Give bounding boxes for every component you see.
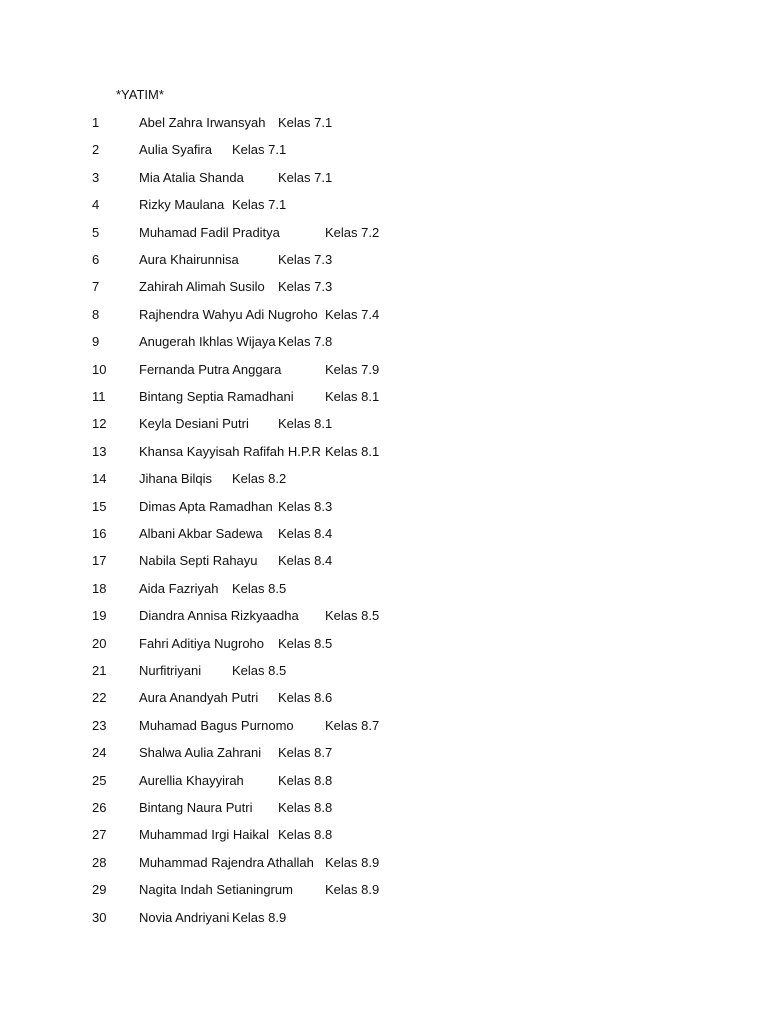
row-number: 20: [92, 635, 107, 651]
list-item: [0, 581, 768, 597]
student-name: Fahri Aditiya Nugroho: [139, 635, 265, 651]
list-item: [0, 690, 768, 706]
row-number: 25: [92, 772, 107, 788]
student-class: Kelas 8.3: [278, 498, 333, 514]
student-class: Kelas 7.4: [325, 306, 380, 322]
row-number: 30: [92, 909, 107, 925]
list-item: [0, 745, 768, 761]
student-class: Kelas 8.6: [278, 690, 333, 706]
student-class: Kelas 8.9: [232, 909, 287, 925]
student-class: Kelas 8.9: [325, 854, 380, 870]
student-class: Kelas 8.1: [325, 443, 380, 459]
student-class: Kelas 7.8: [278, 334, 333, 350]
student-name: Nabila Septi Rahayu: [139, 553, 258, 569]
row-number: 2: [92, 142, 100, 158]
list-item: [0, 225, 768, 241]
row-number: 6: [92, 252, 100, 267]
student-name: Shalwa Aulia Zahrani: [139, 745, 262, 761]
list-item: [0, 197, 768, 213]
student-name: Muhamad Fadil Praditya: [139, 224, 280, 240]
row-number: 26: [92, 800, 107, 815]
row-number: 7: [92, 279, 100, 295]
list-item: [0, 526, 768, 542]
student-class: Kelas 8.1: [278, 416, 333, 432]
row-number: 5: [92, 224, 100, 240]
student-class: Kelas 8.5: [232, 663, 287, 678]
row-number: 18: [92, 580, 107, 596]
student-name: Rizky Maulana: [139, 197, 225, 213]
list-item: [0, 389, 768, 405]
student-name: Bintang Naura Putri: [139, 800, 253, 815]
list-item: [0, 718, 768, 734]
row-number: 21: [92, 663, 107, 678]
student-class: Kelas 7.1: [232, 197, 287, 213]
list-item: [0, 800, 768, 816]
student-class: Kelas 8.4: [278, 553, 333, 569]
row-number: 27: [92, 827, 107, 843]
row-number: 16: [92, 526, 107, 541]
list-item: [0, 362, 768, 378]
list-item: [0, 553, 768, 569]
row-number: 11: [92, 389, 106, 404]
student-name: Mia Atalia Shanda: [139, 169, 244, 185]
student-name: Abel Zahra Irwansyah: [139, 115, 266, 130]
list-item: [0, 170, 768, 186]
student-class: Kelas 8.8: [278, 827, 333, 843]
student-name: Aulia Syafira: [139, 142, 212, 158]
row-number: 29: [92, 882, 107, 898]
list-item: [0, 855, 768, 871]
student-name: Anugerah Ikhlas Wijaya: [139, 334, 276, 350]
student-name: Aida Fazriyah: [139, 580, 219, 596]
row-number: 12: [92, 416, 107, 432]
row-number: 4: [92, 197, 100, 213]
student-name: Zahirah Alimah Susilo: [139, 279, 265, 295]
student-name: Albani Akbar Sadewa: [139, 526, 263, 541]
row-number: 24: [92, 745, 107, 761]
list-item: [0, 252, 768, 268]
student-class: Kelas 8.5: [278, 635, 333, 651]
row-number: 3: [92, 169, 100, 185]
list-item: [0, 499, 768, 515]
row-number: 9: [92, 334, 100, 350]
row-number: 19: [92, 608, 107, 624]
page-title: *YATIM*: [116, 87, 164, 102]
student-name: Rajhendra Wahyu Adi Nugroho: [139, 306, 318, 322]
student-class: Kelas 7.1: [232, 142, 287, 158]
student-class: Kelas 8.5: [325, 608, 380, 624]
row-number: 22: [92, 690, 107, 706]
list-item: [0, 773, 768, 789]
student-name: Aura Anandyah Putri: [139, 690, 259, 706]
row-number: 28: [92, 854, 107, 870]
row-number: 10: [92, 361, 107, 377]
student-name: Muhamad Bagus Purnomo: [139, 717, 294, 733]
student-class: Kelas 7.3: [278, 279, 333, 295]
row-number: 17: [92, 553, 107, 569]
student-class: Kelas 7.2: [325, 224, 380, 240]
list-item: [0, 663, 768, 679]
list-item: [0, 910, 768, 926]
student-name: Nurfitriyani: [139, 663, 202, 678]
row-number: 14: [92, 471, 107, 487]
list-item: [0, 142, 768, 158]
list-item: [0, 444, 768, 460]
row-number: 13: [92, 443, 107, 459]
student-class: Kelas 7.3: [278, 252, 333, 267]
list-item: [0, 827, 768, 843]
student-name: Novia Andriyani: [139, 909, 230, 925]
student-class: Kelas 8.8: [278, 800, 333, 815]
student-name: Keyla Desiani Putri: [139, 416, 249, 432]
student-name: Diandra Annisa Rizkyaadha: [139, 608, 299, 624]
row-number: 15: [92, 498, 107, 514]
student-name: Aurellia Khayyirah: [139, 772, 244, 788]
list-item: [0, 471, 768, 487]
list-item: [0, 307, 768, 323]
student-class: Kelas 7.1: [278, 169, 333, 185]
list-item: [0, 279, 768, 295]
list-item: [0, 882, 768, 898]
student-name: Dimas Apta Ramadhan: [139, 498, 273, 514]
student-class: Kelas 8.5: [232, 580, 287, 596]
student-class: Kelas 8.8: [278, 772, 333, 788]
student-class: Kelas 8.7: [278, 745, 333, 761]
row-number: 1: [92, 115, 100, 130]
list-item: [0, 334, 768, 350]
list-item: [0, 608, 768, 624]
student-name: Fernanda Putra Anggara: [139, 361, 282, 377]
student-name: Muhammad Irgi Haikal: [139, 827, 270, 843]
row-number: 23: [92, 717, 107, 733]
student-name: Jihana Bilqis: [139, 471, 212, 487]
student-class: Kelas 8.9: [325, 882, 380, 898]
student-name: Khansa Kayyisah Rafifah H.P.R: [139, 443, 321, 459]
list-item: [0, 115, 768, 131]
student-class: Kelas 8.1: [325, 389, 380, 404]
student-class: Kelas 7.1: [278, 115, 333, 130]
list-item: [0, 416, 768, 432]
student-class: Kelas 8.2: [232, 471, 287, 487]
student-name: Bintang Septia Ramadhani: [139, 389, 294, 404]
student-name: Nagita Indah Setianingrum: [139, 882, 293, 898]
student-class: Kelas 8.4: [278, 526, 333, 541]
list-item: [0, 636, 768, 652]
row-number: 8: [92, 306, 100, 322]
student-name: Muhammad Rajendra Athallah: [139, 854, 314, 870]
student-class: Kelas 8.7: [325, 717, 380, 733]
student-class: Kelas 7.9: [325, 361, 380, 377]
student-name: Aura Khairunnisa: [139, 252, 239, 267]
